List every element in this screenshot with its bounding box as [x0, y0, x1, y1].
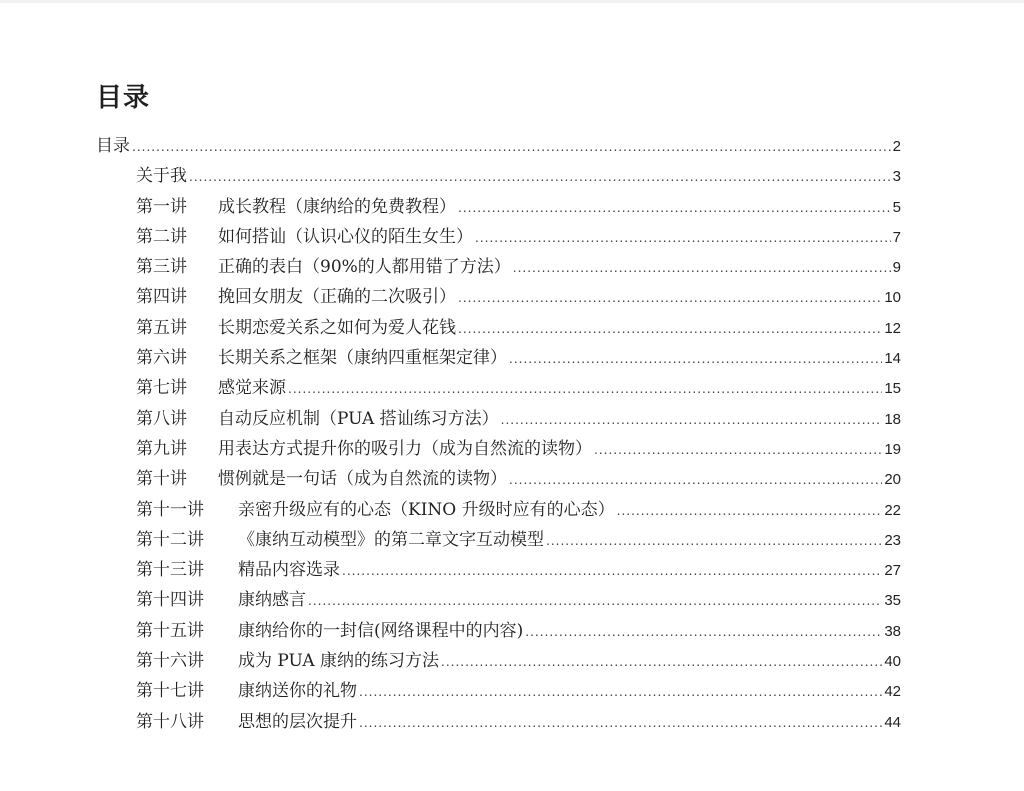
- toc-entry[interactable]: [96, 343, 901, 373]
- toc-entry-page-number: 19: [884, 440, 901, 458]
- toc-entry-title: 精品内容选录: [238, 560, 340, 581]
- toc-entry-page-number: 14: [884, 350, 901, 368]
- toc-entry-title: 成长教程（康纳给的免费教程）: [218, 196, 456, 217]
- toc-entry-page-number: 18: [884, 410, 901, 428]
- toc-entry[interactable]: [96, 252, 901, 282]
- toc-entry[interactable]: [96, 373, 901, 403]
- toc-dot-leader: [458, 291, 882, 305]
- toc-dot-leader: [342, 564, 882, 578]
- toc-entry-number: 第十二讲: [136, 529, 204, 550]
- toc-entry-title: 康纳感言: [238, 590, 306, 611]
- toc-entry-title: 惯例就是一句话（成为自然流的读物）: [218, 469, 507, 490]
- toc-dot-leader: [501, 413, 883, 427]
- toc-entry-title: 感觉来源: [218, 378, 286, 399]
- toc-entry[interactable]: [96, 495, 901, 525]
- toc-dot-leader: [617, 504, 883, 518]
- toc-entry[interactable]: [96, 192, 901, 222]
- toc-entry-title: 目录: [96, 136, 130, 156]
- toc-entry[interactable]: [96, 222, 901, 252]
- toc-entry[interactable]: [96, 313, 901, 343]
- toc-dot-leader: [458, 201, 891, 215]
- toc-entry-title: 长期关系之框架（康纳四重框架定律）: [218, 348, 507, 369]
- toc-dot-leader: [458, 322, 882, 336]
- toc-entry-number: 第四讲: [136, 287, 187, 308]
- toc-entry-title: 康纳送你的礼物: [238, 681, 357, 702]
- toc-dot-leader: [525, 625, 882, 639]
- toc-entry-title: 如何搭讪（认识心仪的陌生女生）: [218, 226, 473, 247]
- toc-dot-leader: [308, 594, 882, 608]
- toc-dot-leader: [189, 170, 891, 184]
- toc-dot-leader: [546, 534, 882, 548]
- toc-dot-leader: [132, 140, 891, 154]
- toc-entry[interactable]: [96, 616, 901, 646]
- toc-entry-number: 第十三讲: [136, 560, 204, 581]
- toc-entry[interactable]: [96, 676, 901, 706]
- toc-dot-leader: [475, 231, 891, 245]
- toc-entry-title: 《康纳互动模型》的第二章文字互动模型: [238, 529, 544, 550]
- toc-entry-number: 第十七讲: [136, 681, 204, 702]
- toc-entry-page-number: 10: [884, 289, 901, 307]
- toc-entry[interactable]: [96, 282, 901, 312]
- toc-entry-page-number: 35: [884, 592, 901, 610]
- toc-entry-title: 用表达方式提升你的吸引力（成为自然流的读物）: [218, 438, 592, 459]
- toc-list: [96, 131, 901, 737]
- toc-entry-page-number: 9: [892, 259, 901, 277]
- toc-dot-leader: [509, 473, 882, 487]
- toc-entry-page-number: 5: [892, 198, 901, 216]
- toc-dot-leader: [594, 443, 882, 457]
- toc-entry-number: 第十六讲: [136, 651, 204, 672]
- toc-entry-number: 第八讲: [136, 408, 187, 429]
- toc-dot-leader: [359, 716, 882, 730]
- toc-entry-number: 第六讲: [136, 348, 187, 369]
- toc-entry-page-number: 40: [884, 653, 901, 671]
- toc-entry-page-number: 20: [884, 471, 901, 489]
- toc-entry-page-number: 38: [884, 622, 901, 640]
- toc-entry-number: 第一讲: [136, 196, 187, 217]
- toc-entry[interactable]: [96, 646, 901, 676]
- toc-heading: 目录: [96, 83, 151, 113]
- toc-entry-title: 成为 PUA 康纳的练习方法: [238, 651, 440, 672]
- toc-entry-page-number: 44: [884, 713, 901, 731]
- toc-entry-number: 第十讲: [136, 469, 187, 490]
- toc-entry[interactable]: [96, 131, 901, 161]
- toc-entry-number: 第五讲: [136, 317, 187, 338]
- toc-dot-leader: [509, 352, 882, 366]
- toc-entry-number: 第七讲: [136, 378, 187, 399]
- toc-dot-leader: [513, 261, 891, 275]
- toc-entry-number: 第十五讲: [136, 620, 204, 641]
- toc-entry-page-number: 7: [892, 228, 901, 246]
- toc-dot-leader: [359, 685, 882, 699]
- toc-entry-number: 第九讲: [136, 438, 187, 459]
- toc-entry[interactable]: [96, 404, 901, 434]
- toc-entry[interactable]: [96, 464, 901, 494]
- toc-dot-leader: [288, 382, 882, 396]
- toc-entry-page-number: 27: [884, 562, 901, 580]
- toc-entry-number: 第十八讲: [136, 711, 204, 732]
- toc-entry-number: 第二讲: [136, 226, 187, 247]
- toc-entry-number: 第十一讲: [136, 499, 204, 520]
- toc-entry-page-number: 15: [884, 380, 901, 398]
- toc-entry-page-number: 22: [884, 501, 901, 519]
- toc-entry-page-number: 2: [892, 138, 901, 155]
- toc-entry[interactable]: [96, 434, 901, 464]
- toc-entry-title: 长期恋爱关系之如何为爱人花钱: [218, 317, 456, 338]
- toc-entry-title: 正确的表白（90%的人都用错了方法）: [218, 257, 511, 278]
- toc-entry[interactable]: [96, 707, 901, 737]
- toc-entry-title: 思想的层次提升: [238, 711, 357, 732]
- toc-entry[interactable]: [96, 555, 901, 585]
- toc-entry[interactable]: [96, 161, 901, 191]
- toc-entry-page-number: 23: [884, 531, 901, 549]
- toc-entry[interactable]: [96, 525, 901, 555]
- toc-entry-page-number: 42: [884, 683, 901, 701]
- toc-entry[interactable]: [96, 585, 901, 615]
- toc-entry-title: 自动反应机制（PUA 搭讪练习方法）: [218, 408, 499, 429]
- toc-entry-page-number: 12: [884, 319, 901, 337]
- toc-dot-leader: [441, 655, 882, 669]
- toc-entry-number: 第三讲: [136, 257, 187, 278]
- toc-entry-page-number: 3: [892, 168, 901, 186]
- toc-entry-title: 康纳给你的一封信(网络课程中的内容): [238, 620, 524, 641]
- toc-entry-number: 第十四讲: [136, 590, 204, 611]
- toc-entry-title: 挽回女朋友（正确的二次吸引）: [218, 287, 456, 308]
- toc-entry-title: 关于我: [136, 166, 187, 187]
- toc-entry-title: 亲密升级应有的心态（KINO 升级时应有的心态）: [238, 499, 615, 520]
